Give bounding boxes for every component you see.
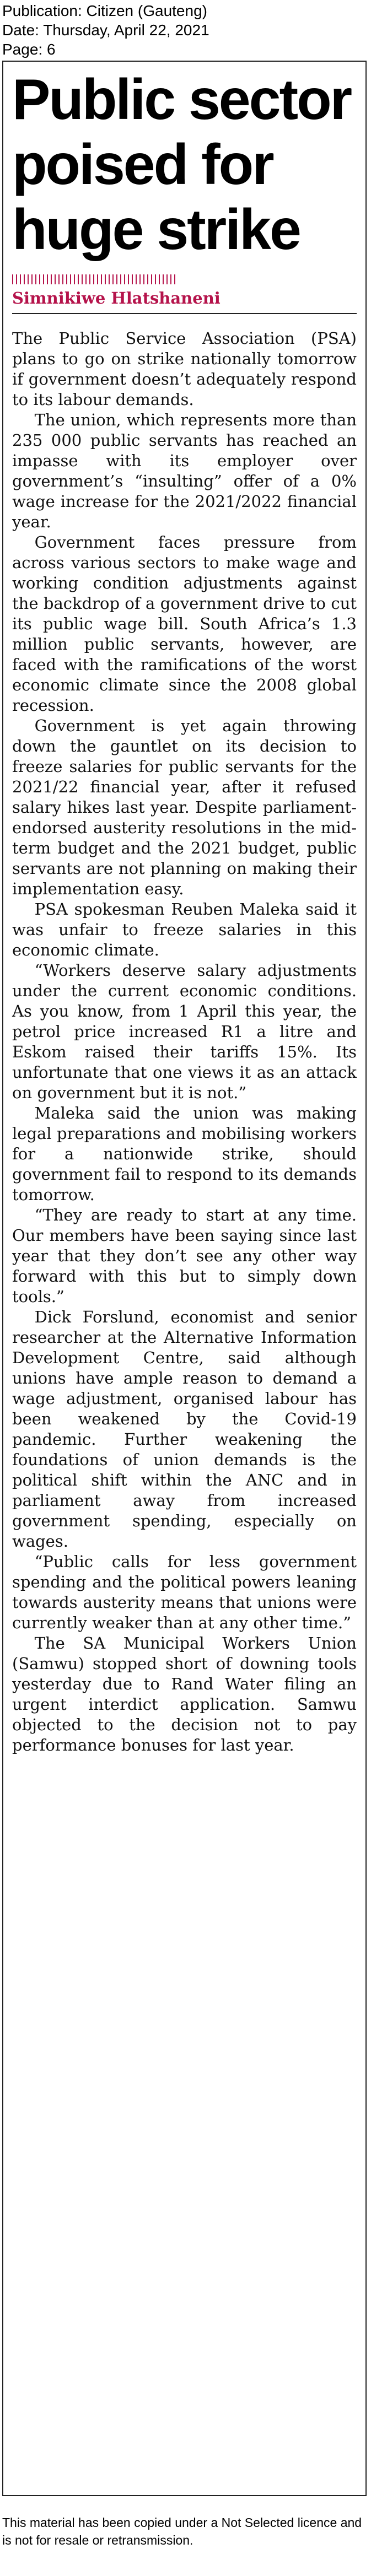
paragraph: The Public Service Association (PSA) plans to go on strike nationally tomorrow if government doesn’t adequately respond to its labour demands. <box>12 329 357 409</box>
page-line: Page: 6 <box>2 41 56 58</box>
publication-meta <box>2 1 209 59</box>
article-body <box>12 328 357 1756</box>
byline-divider <box>12 313 357 314</box>
paragraph: The union, which represents more than 235 000 public servants has reached an impasse with its employer over government’s “insulting” offer of a 0% wage increase for the 2021/2022 financial year. <box>12 411 357 531</box>
paragraph: The SA Municipal Workers Union (Samwu) stopped short of downing tools yesterday due to Rand Water filing an urgent interdict application. Samwu objected to the decision not to pay performance bonuses for last year. <box>12 1634 357 1754</box>
paragraph: PSA spokesman Reuben Maleka said it was unfair to freeze salaries in this economic climate. <box>12 900 357 959</box>
paragraph: “Public calls for less government spending and the political powers leaning towards austerity means that unions were currently weaker than at any other time.” <box>12 1552 357 1632</box>
paragraph: Maleka said the union was making legal preparations and mobilising workers for a nationwide strike, should government fail to respond to its demands tomorrow. <box>12 1104 357 1204</box>
date-line: Date: Thursday, April 22, 2021 <box>2 21 209 39</box>
byline: Simnikiwe Hlatshaneni <box>12 289 221 307</box>
byline-block <box>12 274 357 314</box>
paragraph: Government faces pressure from across various sectors to make wage and working condition adjustments against the backdrop of a government drive to cut its public wage bill. South Africa’s 1.3 million public servants, however, are faced with the ramifications of the worst economic climate since the 2008 global recession. <box>12 533 357 715</box>
licence-notice: This material has been copied under a Not Selected licence and is not for resale or retransmission. <box>2 2515 362 2547</box>
paragraph: “They are ready to start at any time. Our members have been saying since last year that they don’t see any other way forward with this but to simply down tools.” <box>12 1206 357 1306</box>
paragraph: Dick Forslund, economist and senior researcher at the Alternative Information Development Centre, said although unions have ample reason to demand a wage adjustment, organised labour has been weakened by the Covid-19 pandemic. Further weakening the foundations of union demands is the political shift within the ANC and in parliament away from increased government spending, especially on wages. <box>12 1308 357 1551</box>
byline-tick-rule <box>12 274 178 284</box>
publication-line: Publication: Citizen (Gauteng) <box>2 2 207 19</box>
paragraph: Government is yet again throwing down the gauntlet on its decision to freeze salaries for public servants for the 2021/22 financial year, after it refused salary hikes last year. Despite parliament-endorsed austerity resolutions in the mid-term budget and the 2021 budget, public servants are not planning on making their implementation easy. <box>12 716 357 898</box>
article-clipping <box>2 61 367 2496</box>
paragraph: “Workers deserve salary adjustments under the current economic conditions. As you know, from 1 April this year, the petrol price increased R1 a litre and Eskom raised their tariffs 15%. Its unfortunate that one views it as an attack on government but it is not.” <box>12 961 357 1102</box>
headline: Public sector poised for huge strike <box>12 68 351 262</box>
